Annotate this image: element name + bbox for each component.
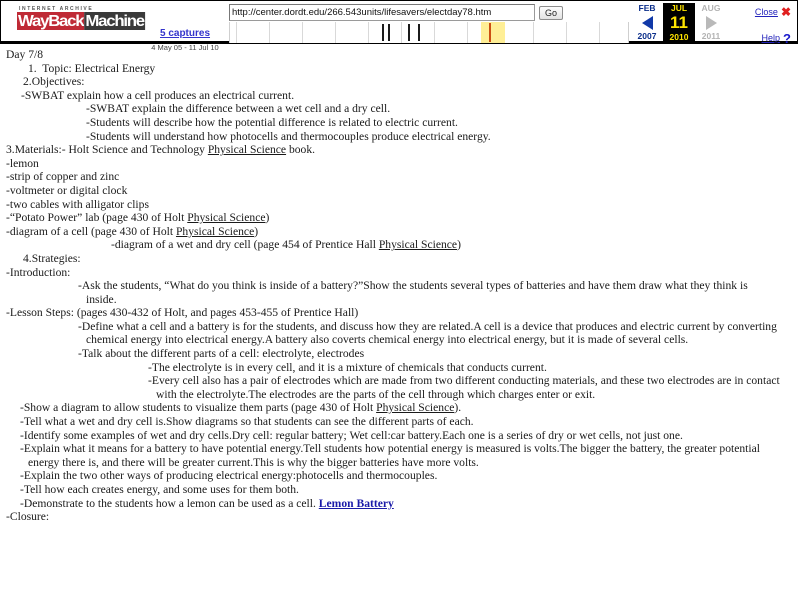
material-item: -voltmeter or digital clock bbox=[6, 183, 128, 197]
lesson-step-parts: -Talk about the different parts of a cell: electrolyte, electrodes bbox=[78, 347, 365, 361]
step-diagram-text-b: ). bbox=[454, 401, 462, 415]
step-demo-text: -Demonstrate to the students how a lemon can be used as a cell. bbox=[20, 496, 319, 510]
lesson-step-uses: -Tell how each creates energy, and some uses for them both. bbox=[20, 483, 299, 496]
close-toolbar[interactable] bbox=[755, 5, 791, 19]
prev-arrow-icon[interactable] bbox=[642, 16, 653, 30]
lesson-step-wetdry: -Tell what a wet and dry cell is.Show diagrams so that students can see the different parts of each. bbox=[20, 415, 474, 429]
close-link[interactable]: Close bbox=[754, 7, 778, 17]
objective-item: -SWBAT explain the difference between a wet cell and a dry cell. bbox=[86, 102, 391, 116]
current-capture-date bbox=[663, 3, 695, 43]
lesson-step-electrodes: -Every cell also has a pair of electrodes which are made from two different conducting materials, and these two electrodes are in contact with the electrolyte.The electrodes are the parts of the cell through which charges enter or exit. bbox=[148, 374, 783, 401]
wayback-toolbar bbox=[0, 0, 798, 52]
material-item: -lemon bbox=[6, 156, 39, 170]
lemon-battery-link[interactable]: Lemon Battery bbox=[318, 496, 394, 510]
next-year-label: 2011 bbox=[701, 31, 721, 41]
material-lab-text-b: ) bbox=[265, 211, 270, 225]
next-month-label: AUG bbox=[701, 3, 721, 13]
book-title: Physical Science bbox=[187, 211, 266, 225]
captures-date-range: 4 May 05 - 11 Jul 10 bbox=[151, 43, 219, 52]
material-lab-text-a: -“Potato Power” lab (page 430 of Holt bbox=[6, 211, 188, 225]
material-diagram-text-b: ) bbox=[254, 224, 259, 238]
capture-marker[interactable] bbox=[418, 24, 420, 41]
capture-marker[interactable] bbox=[382, 24, 384, 41]
lesson-step-potential: -Explain what it means for a battery to have potential energy.Tell students how potential energy is measured is volts.The bigger the battery, the greater potential energy there is, and there will be greater current.This is why the bigger batteries have more volts. bbox=[20, 442, 763, 469]
timeline-tick bbox=[533, 22, 534, 43]
lesson-plan-document bbox=[0, 44, 800, 524]
material-item-lab bbox=[6, 211, 794, 225]
captures-count-link[interactable]: 5 captures bbox=[159, 28, 211, 39]
objectives-heading: 2.Objectives: bbox=[23, 75, 85, 89]
timeline-tick bbox=[368, 22, 369, 43]
current-year-label: 2010 bbox=[669, 32, 689, 42]
next-capture-nav[interactable] bbox=[695, 3, 727, 42]
objective-item: -Students will describe how the potential difference is related to electric current. bbox=[86, 115, 458, 129]
book-title: Physical Science bbox=[378, 238, 458, 252]
book-title: Physical Science bbox=[376, 401, 455, 415]
internet-archive-label: INTERNET ARCHIVE bbox=[19, 6, 94, 12]
go-button[interactable]: Go bbox=[539, 6, 563, 20]
materials-heading bbox=[6, 143, 794, 157]
capture-timeline[interactable] bbox=[229, 22, 629, 43]
machine-word: Machine bbox=[85, 13, 144, 30]
timeline-tick bbox=[236, 22, 237, 43]
prev-capture-nav[interactable] bbox=[631, 3, 663, 42]
wayback-word: WayBack bbox=[18, 13, 84, 30]
timeline-tick bbox=[467, 22, 468, 43]
timeline-tick bbox=[335, 22, 336, 43]
closure-heading: -Closure: bbox=[6, 510, 50, 524]
wayback-machine-wordmark bbox=[17, 13, 143, 30]
material-diagram2-text-b: ) bbox=[457, 238, 461, 252]
material-item: -two cables with alligator clips bbox=[6, 197, 149, 211]
lesson-step-electrolyte: -The electrolyte is in every cell, and it is a mixture of chemicals that conducts current. bbox=[148, 360, 547, 374]
materials-heading-text-a: 3.Materials:- Holt Science and Technology bbox=[6, 143, 208, 157]
timeline-tick bbox=[566, 22, 567, 43]
day-heading: Day 7/8 bbox=[6, 48, 44, 61]
material-item-diagram bbox=[6, 225, 794, 239]
material-item: -strip of copper and zinc bbox=[6, 170, 120, 184]
material-diagram-text-a: -diagram of a cell (page 430 of Holt bbox=[6, 224, 176, 238]
objective-item: -SWBAT explain how a cell produces an electrical current. bbox=[21, 88, 295, 102]
date-navigator bbox=[631, 3, 731, 43]
url-input[interactable] bbox=[229, 4, 535, 21]
question-mark-icon[interactable]: ? bbox=[783, 31, 791, 46]
material-diagram2-text-a: -diagram of a wet and dry cell (page 454 of Prentice Hall bbox=[111, 238, 379, 252]
strategies-heading: 4.Strategies: bbox=[23, 251, 81, 265]
next-arrow-icon[interactable] bbox=[706, 16, 717, 30]
capture-marker[interactable] bbox=[388, 24, 390, 41]
prev-month-label: FEB bbox=[638, 3, 656, 13]
address-bar bbox=[229, 4, 563, 21]
introduction-heading: -Introduction: bbox=[6, 265, 71, 279]
current-day-label: 11 bbox=[670, 13, 688, 32]
introduction-text: -Ask the students, “What do you think is inside of a battery?”Show the students several types of batteries and have them draw what they think is inside. bbox=[78, 279, 751, 306]
objective-item: -Students will understand how photocells and thermocouples produce electrical energy. bbox=[86, 129, 491, 143]
timeline-tick bbox=[302, 22, 303, 43]
timeline-tick bbox=[401, 22, 402, 43]
wayback-machine-logo[interactable] bbox=[17, 6, 144, 30]
current-month-label: JUL bbox=[670, 3, 688, 13]
book-title: Physical Science bbox=[207, 143, 287, 157]
lesson-steps-heading: -Lesson Steps: (pages 430-432 of Holt, and pages 453-455 of Prentice Hall) bbox=[6, 306, 359, 320]
prev-year-label: 2007 bbox=[637, 31, 657, 41]
capture-marker[interactable] bbox=[408, 24, 410, 41]
lesson-step-define: -Define what a cell and a battery is for the students, and discuss how they are related.A cell is a device that produces and electric current by converting chemical energy into electrical energy.A battery also coverts chemical energy into electrical energy, but it is made of several cells. bbox=[78, 319, 780, 347]
lesson-step-other-ways: -Explain the two other ways of producing electrical energy:photocells and thermocouples. bbox=[20, 469, 438, 483]
step-diagram-text-a: -Show a diagram to allow students to visualize them parts (page 430 of Holt bbox=[20, 401, 377, 415]
material-item-diagram2 bbox=[111, 238, 794, 252]
lesson-step-diagram bbox=[20, 401, 794, 415]
help-link[interactable]: Help bbox=[761, 33, 781, 43]
materials-heading-text-b: book. bbox=[286, 143, 316, 157]
lesson-step-demo bbox=[20, 496, 794, 511]
selected-capture-highlight bbox=[481, 22, 505, 43]
current-capture-marker[interactable] bbox=[489, 23, 491, 42]
book-title: Physical Science bbox=[175, 224, 255, 238]
topic-line: 1. Topic: Electrical Energy bbox=[28, 61, 156, 75]
timeline-tick bbox=[269, 22, 270, 43]
timeline-tick bbox=[434, 22, 435, 43]
lesson-step-examples: -Identify some examples of wet and dry cells.Dry cell: regular battery; Wet cell:car battery.Each one is a series of dry or wet cells, not just one. bbox=[20, 428, 683, 442]
timeline-tick bbox=[599, 22, 600, 43]
close-icon[interactable]: ✖ bbox=[780, 5, 791, 19]
